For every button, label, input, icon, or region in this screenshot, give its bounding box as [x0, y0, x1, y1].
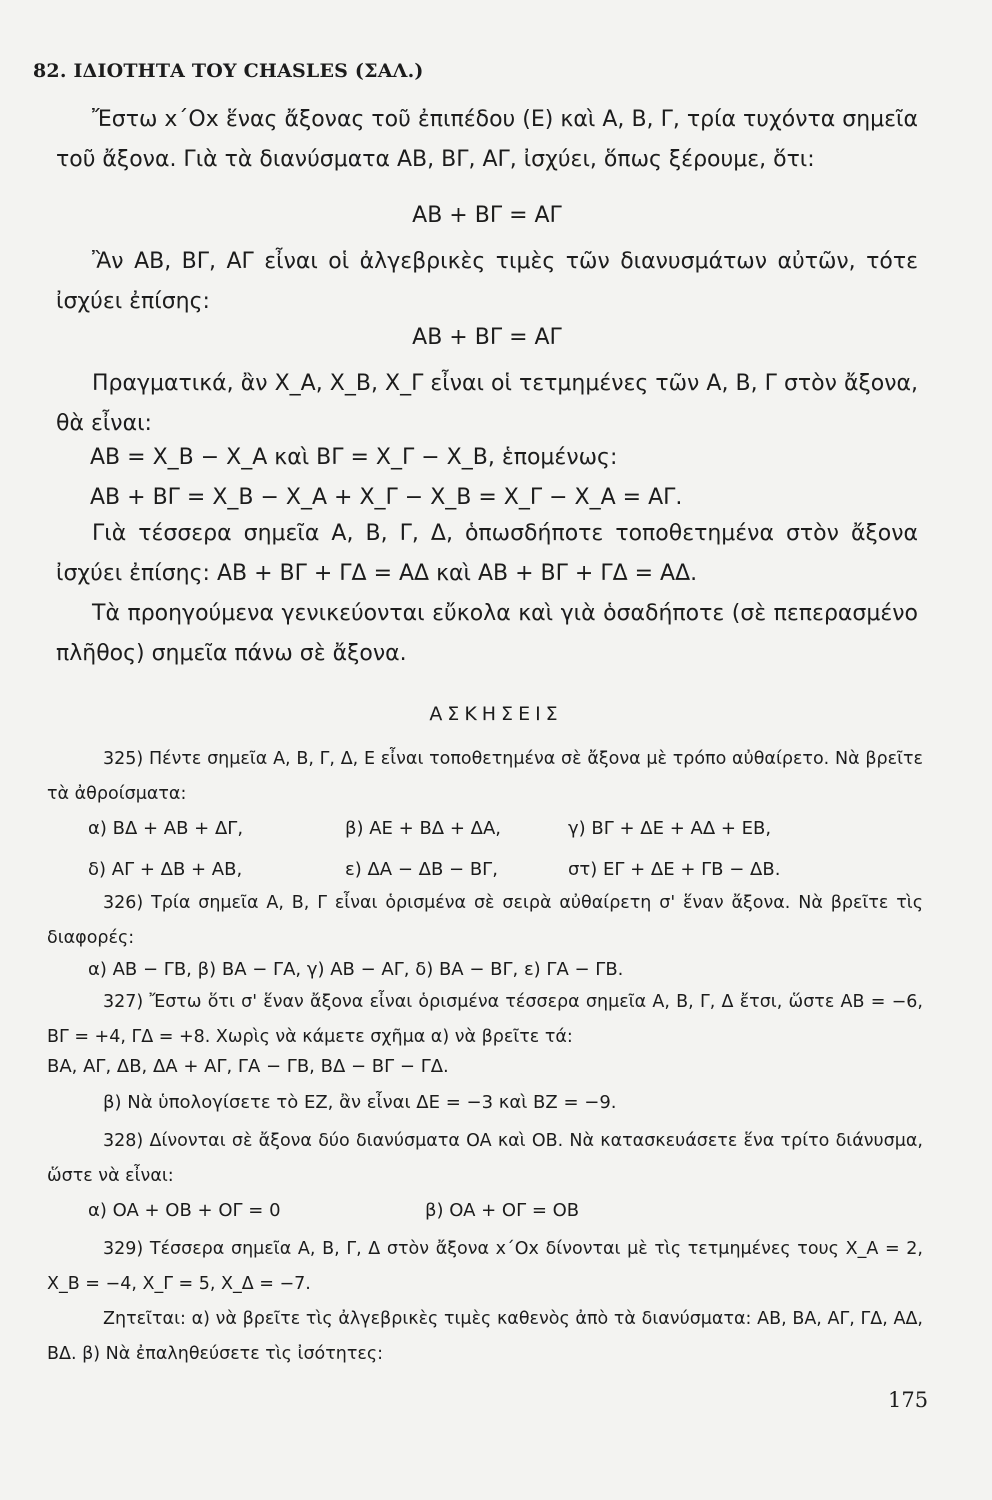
exercise-325-e: ε) ΔA − ΔB − BΓ, — [345, 859, 498, 880]
exercise-325: 325) Πέντε σημεῖα A, B, Γ, Δ, E εἶναι τοποθετημένα σὲ ἄξονα μὲ τρόπο αὐθαίρετο. Νὰ βρεῖτε τὰ ἀθροίσματα: — [47, 749, 923, 804]
section-heading: 82. ΙΔΙΟΤΗΤΑ ΤΟΥ CHASLES (ΣΑΛ.) — [33, 60, 424, 82]
vector-sum-equation: AB + BΓ = AΓ — [412, 203, 562, 228]
algebraic-sum-equation: AB + BΓ = AΓ — [412, 325, 562, 350]
exercise-328-b: β) OA + OΓ = OB — [425, 1200, 580, 1221]
exercises-title: ΑΣΚΗΣΕΙΣ — [429, 703, 563, 725]
exercise-327-a: BA, AΓ, ΔB, ΔA + AΓ, ΓA − ΓB, BΔ − BΓ − ΓΔ. — [47, 1056, 449, 1077]
exercise-329-question: Ζητεῖται: α) νὰ βρεῖτε τὶς ἀλγεβρικὲς τιμὲς καθενὸς ἀπὸ τὰ διανύσματα: AB, BA, AΓ, ΓΔ, AΔ, BΔ. β) Νὰ ἐπαληθεύσετε τὶς ἰσότητες: — [47, 1309, 923, 1364]
coordinate-equation: AB = X_B − X_A καὶ BΓ = X_Γ − X_B, ἑπομένως: — [90, 445, 618, 470]
exercise-328-a: α) OA + OB + OΓ = 0 — [88, 1200, 281, 1221]
page-number: 175 — [888, 1388, 929, 1412]
exercise-325-d: δ) AΓ + ΔB + AB, — [88, 859, 243, 880]
exercise-327-b: β) Νὰ ὑπολογίσετε τὸ EZ, ἂν εἶναι ΔE = −3 καὶ BZ = −9. — [103, 1092, 617, 1113]
exercise-325-a: α) BΔ + AB + ΔΓ, — [88, 818, 244, 839]
generalization-paragraph: Τὰ προηγούμενα γενικεύονται εὔκολα καὶ γιὰ ὁσαδήποτε (σὲ πεπερασμένο πλῆθος) σημεῖα πάνω σὲ ἄξονα. — [56, 601, 918, 666]
four-points-paragraph: Γιὰ τέσσερα σημεῖα A, B, Γ, Δ, ὁπωσδήποτε τοποθετημένα στὸν ἄξονα ἰσχύει ἐπίσης: AB + BΓ + ΓΔ = AΔ καὶ AB + BΓ + ΓΔ = AΔ. — [56, 521, 918, 586]
exercise-326-differences: α) AB − ΓB, β) BA − ΓA, γ) AB − AΓ, δ) BA − BΓ, ε) ΓA − ΓB. — [88, 959, 624, 980]
exercise-325-f: στ) EΓ + ΔE + ΓB − ΔB. — [568, 859, 781, 880]
exercise-326: 326) Τρία σημεῖα A, B, Γ εἶναι ὁρισμένα σὲ σειρὰ αὐθαίρετη σ' ἕναν ἄξονα. Νὰ βρεῖτε τὶς διαφορές: — [47, 893, 923, 948]
exercise-325-b: β) AE + BΔ + ΔA, — [345, 818, 501, 839]
exercise-327: 327) Ἔστω ὅτι σ' ἕναν ἄξονα εἶναι ὁρισμένα τέσσερα σημεῖα A, B, Γ, Δ ἔτσι, ὥστε AB = −6, BΓ = +4, ΓΔ = +8. Χωρὶς νὰ κάμετε σχῆμα α) νὰ βρεῖτε τά: — [47, 992, 923, 1047]
exercise-328: 328) Δίνονται σὲ ἄξονα δύο διανύσματα OA καὶ OB. Νὰ κατασκευάσετε ἕνα τρίτο διάνυσμα, ὥστε νὰ εἶναι: — [47, 1131, 923, 1186]
exercise-325-c: γ) BΓ + ΔE + AΔ + EB, — [568, 818, 772, 839]
algebraic-values-paragraph: Ἂν AB, BΓ, AΓ εἶναι οἱ ἀλγεβρικὲς τιμὲς τῶν διανυσμάτων αὐτῶν, τότε ἰσχύει ἐπίσης: — [56, 249, 918, 314]
proof-paragraph: Πραγματικά, ἂν X_A, X_B, X_Γ εἶναι οἱ τετμημένες τῶν A, B, Γ στὸν ἄξονα, θὰ εἶναι: — [56, 371, 918, 436]
chasles-proof-equation: AB + BΓ = X_B − X_A + X_Γ − X_B = X_Γ − X_A = AΓ. — [90, 485, 683, 510]
intro-paragraph: Ἔστω x΄Ox ἕνας ἄξονας τοῦ ἐπιπέδου (E) καὶ A, B, Γ, τρία τυχόντα σημεῖα τοῦ ἄξονα. Γιὰ τὰ διανύσματα AB, BΓ, AΓ, ἰσχύει, ὅπως ξέρουμε, ὅτι: — [56, 107, 918, 172]
exercise-329: 329) Τέσσερα σημεῖα A, B, Γ, Δ στὸν ἄξονα x΄Ox δίνονται μὲ τὶς τετμημένες τους X_A = 2, X_B = −4, X_Γ = 5, X_Δ = −7. — [47, 1239, 923, 1294]
